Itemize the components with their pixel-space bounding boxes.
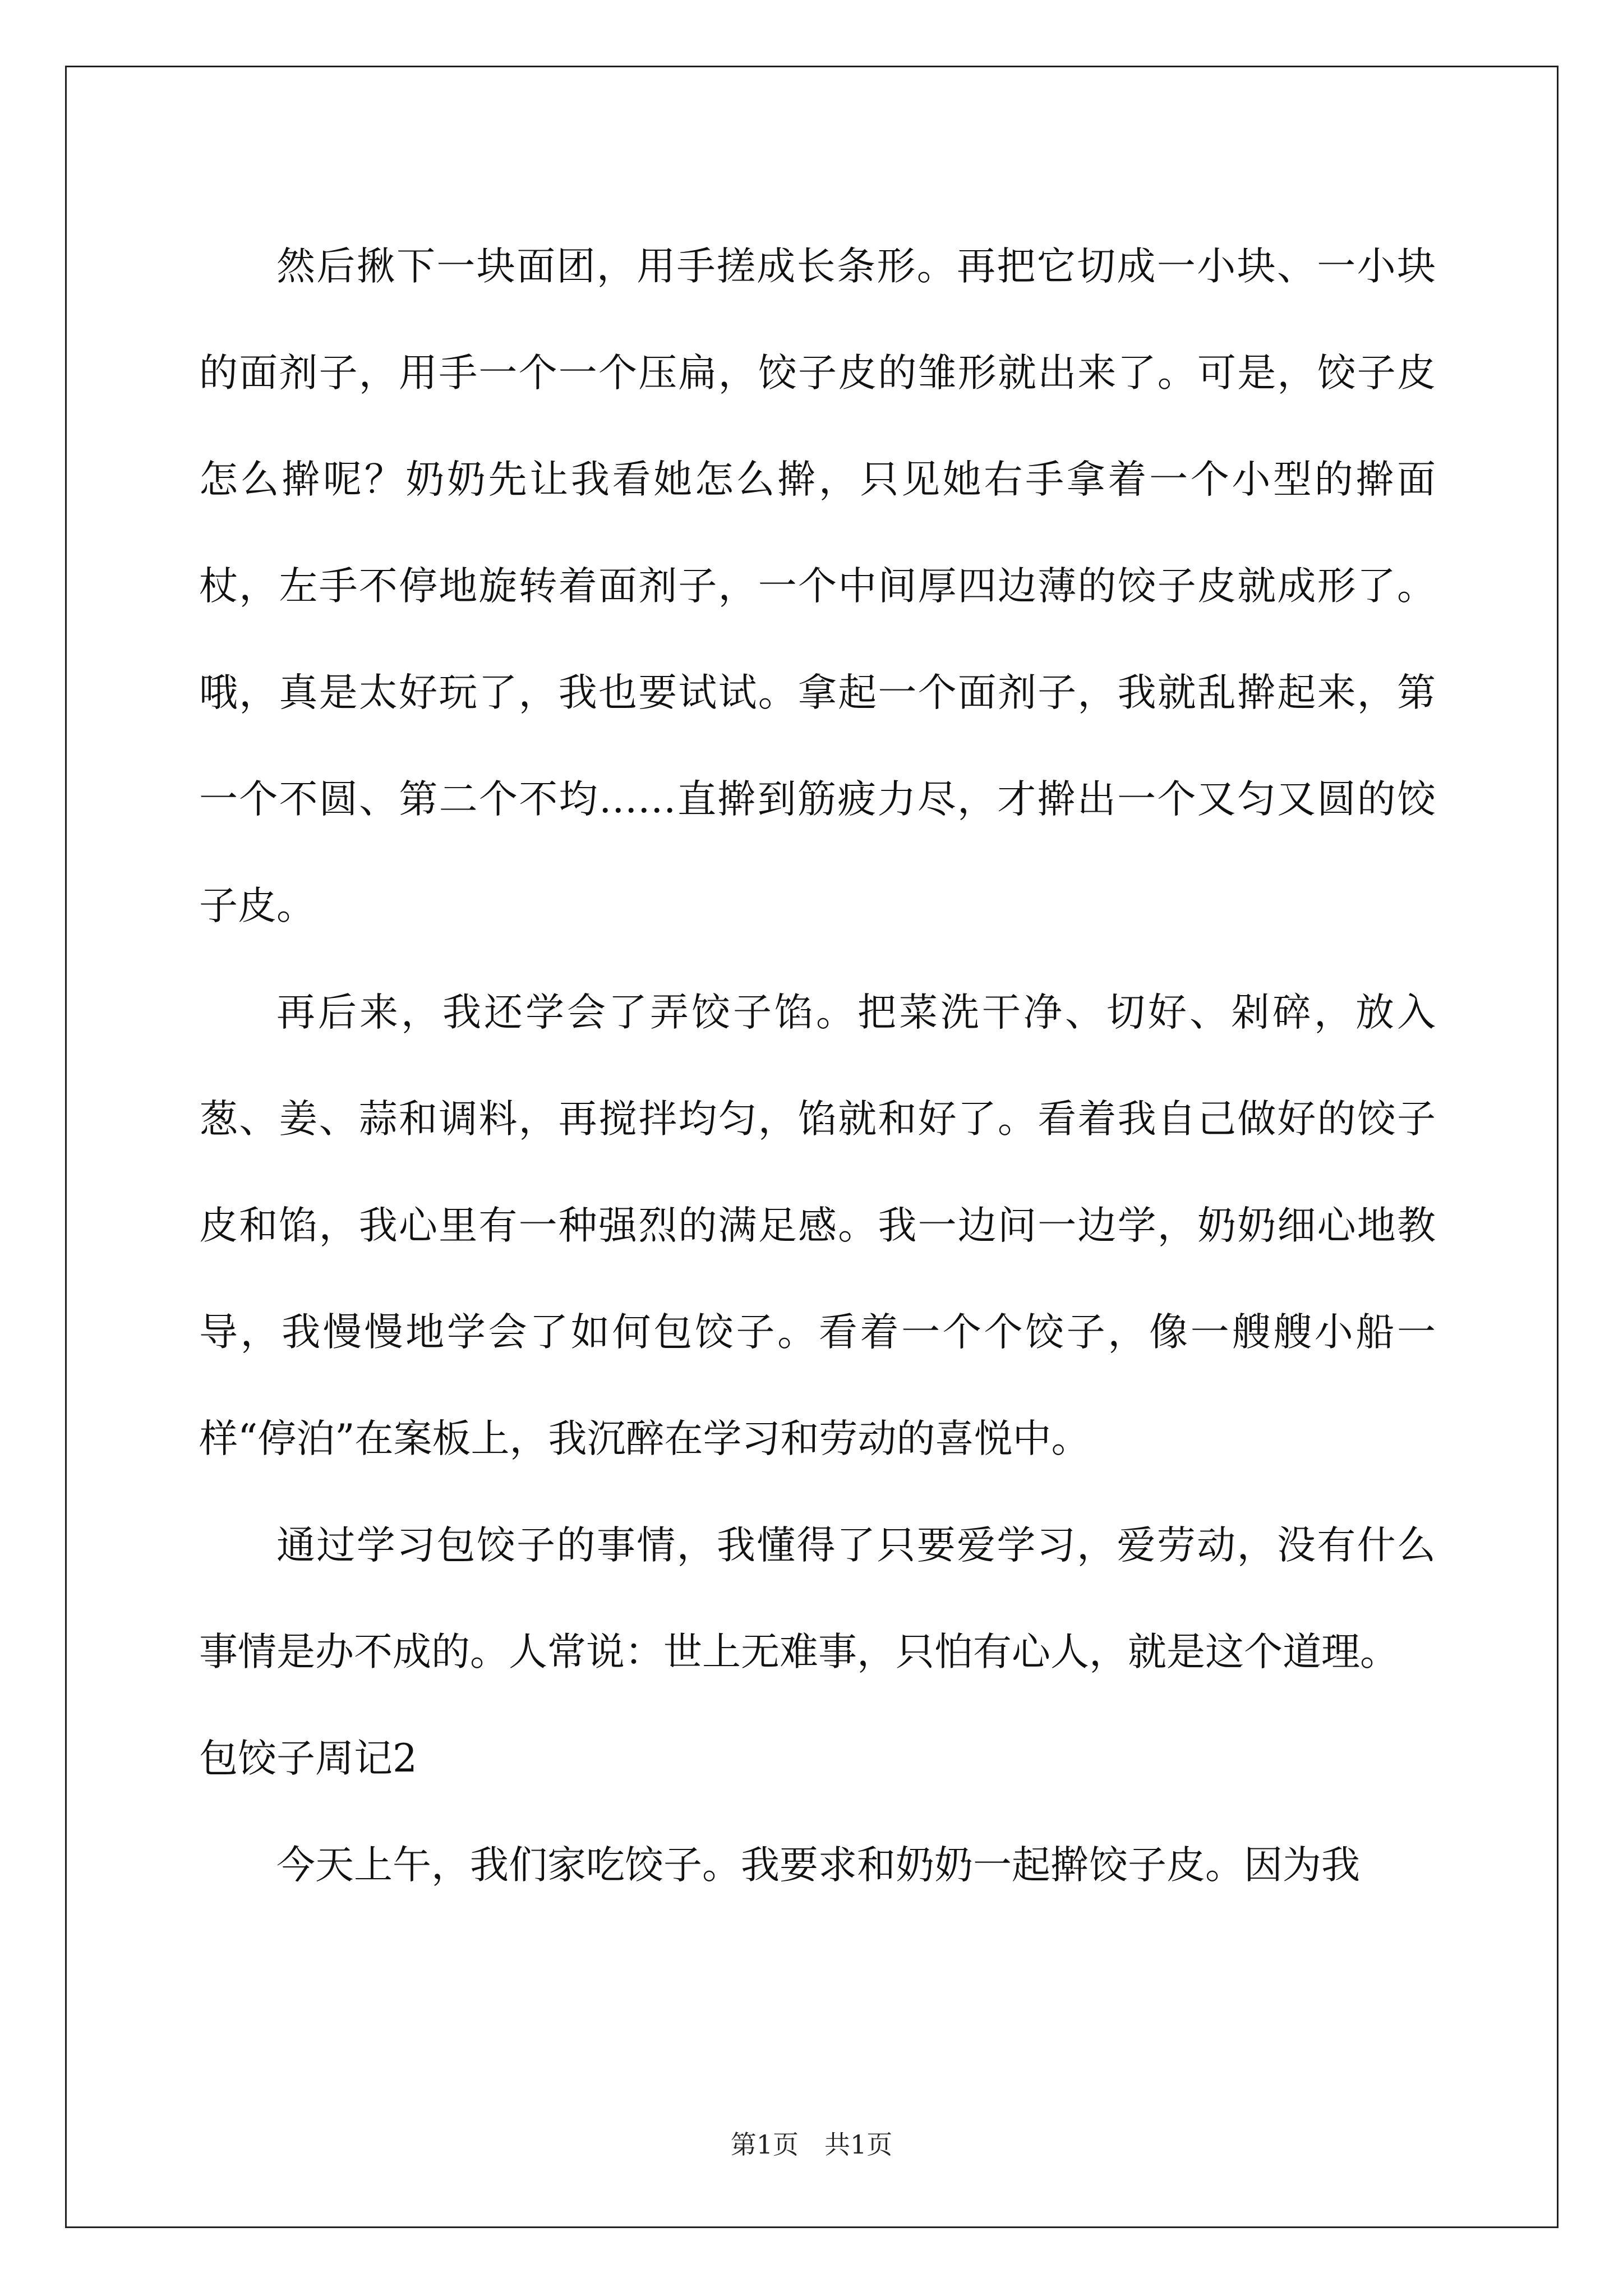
section-heading: 包饺子周记2 [199,1736,417,1781]
paragraph-2: 再后来，我还学会了弄饺子馅。把菜洗干净、切好、剁碎，放入葱、姜、蒜和调料，再搅拌均匀，馅就和好了。看着我自己做好的饺子皮和馅，我心里有一种强烈的满足感。我一边问一边学，奶奶细心地教导，我慢慢地学会了如何包饺子。看着一个个饺子，像一艘艘小船一样“停泊”在案板上，我沉醉在学习和劳动的喜悦中。 [199,990,1436,1461]
document-body [199,213,1436,1918]
paragraph-4: 今天上午，我们家吃饺子。我要求和奶奶一起擀饺子皮。因为我 [276,1843,1360,1888]
page-footer: 第1页 共1页 [730,2129,893,2160]
paragraph-3: 通过学习包饺子的事情，我懂得了只要爱学习，爱劳动，没有什么事情是办不成的。人常说：世上无难事，只怕有心人，就是这个道理。 [199,1523,1436,1674]
paragraph-1: 然后揪下一块面团，用手搓成长条形。再把它切成一小块、一小块的面剂子，用手一个一个压扁，饺子皮的雏形就出来了。可是，饺子皮怎么擀呢？奶奶先让我看她怎么擀，只见她右手拿着一个小型的擀面杖，左手不停地旋转着面剂子，一个中间厚四边薄的饺子皮就成形了。哦，真是太好玩了，我也要试试。拿起一个面剂子，我就乱擀起来，第一个不圆、第二个不均……直擀到筋疲力尽，才擀出一个又匀又圆的饺子皮。 [199,244,1436,928]
